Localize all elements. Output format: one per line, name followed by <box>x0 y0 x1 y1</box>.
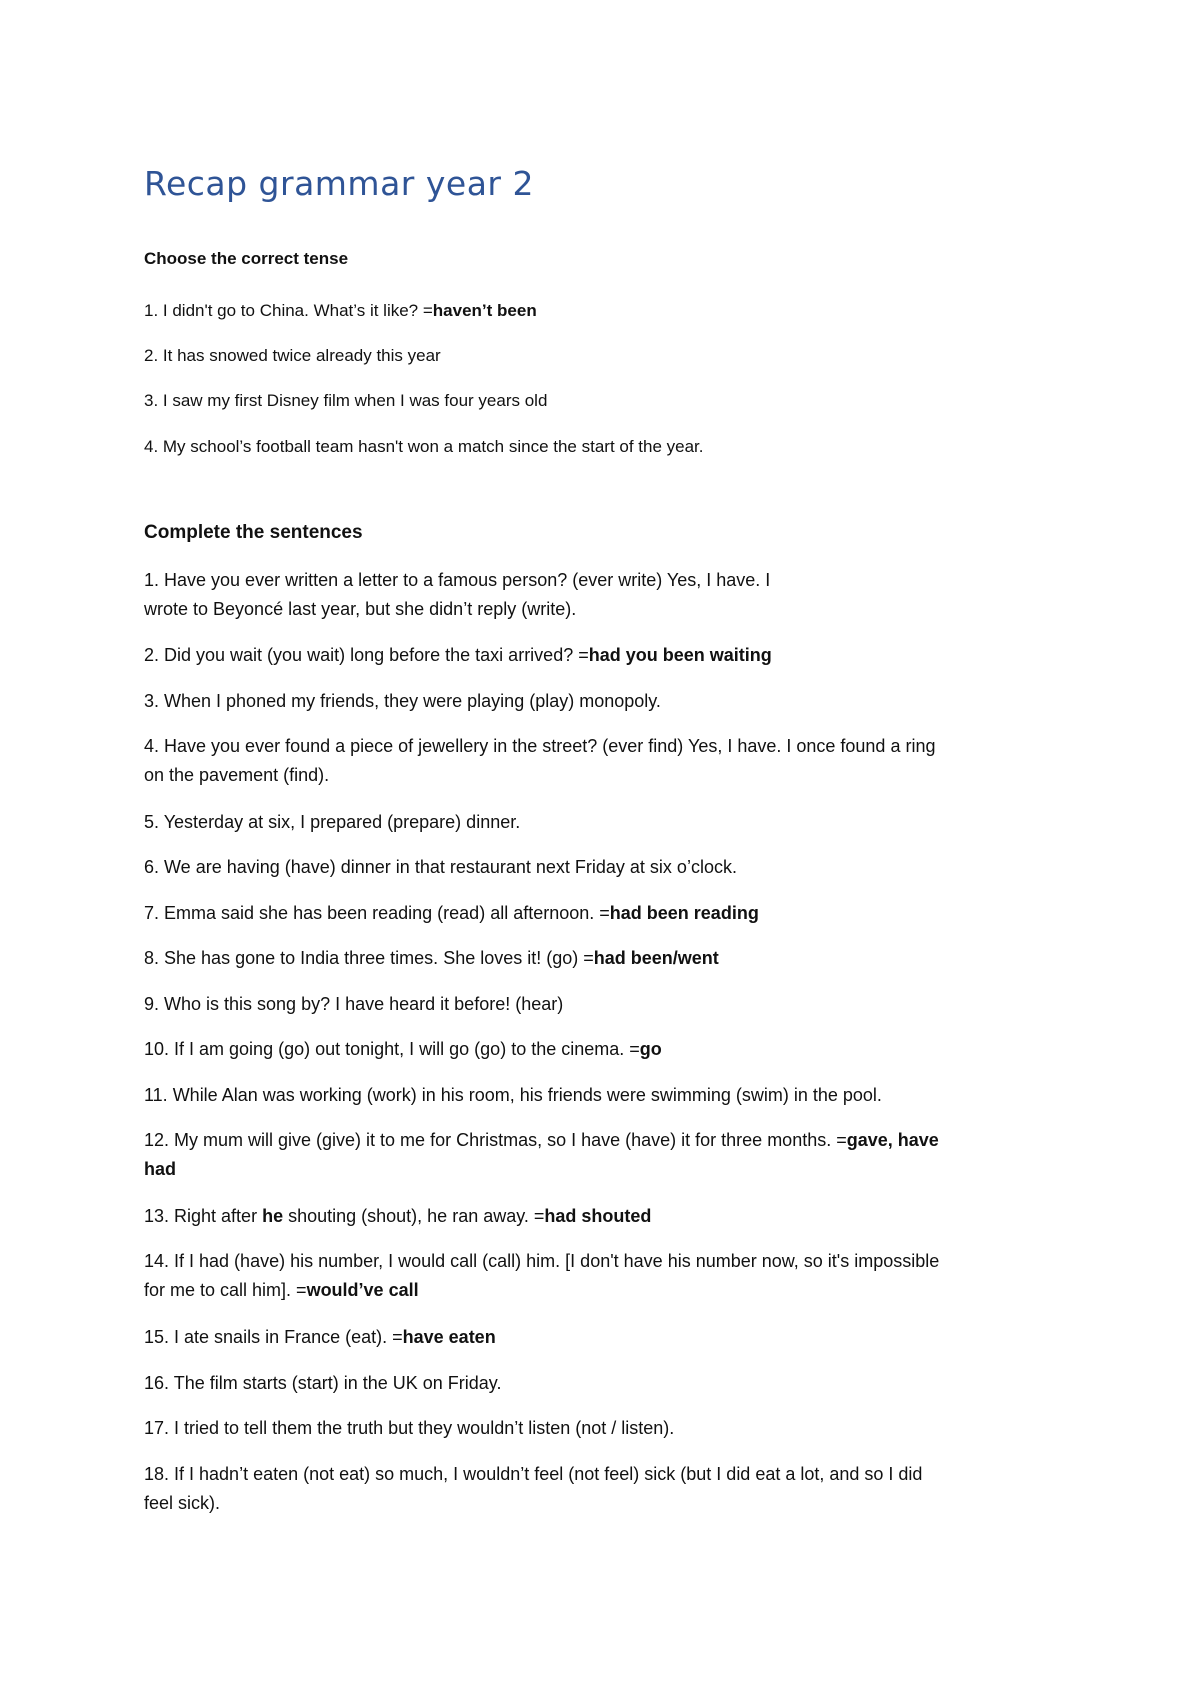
tense-item-2 <box>144 341 1064 370</box>
item-text: 5. Yesterday at six, I prepared (prepare) dinner. <box>144 812 521 832</box>
section-heading-complete-sentences: Complete the sentences <box>144 522 363 543</box>
sentence-item-2 <box>144 641 1064 670</box>
item-text: 8. She has gone to India three times. She loves it! (go) = <box>144 948 594 968</box>
sentence-item-13 <box>144 1202 1064 1231</box>
item-text: 15. I ate snails in France (eat). = <box>144 1327 403 1347</box>
item-text: 12. My mum will give (give) it to me for Christmas, so I have (have) it for three months. = <box>144 1130 847 1150</box>
sentence-item-8 <box>144 944 1064 973</box>
item-text-cont: feel sick). <box>144 1493 221 1513</box>
item-text: 2. Did you wait (you wait) long before the taxi arrived? = <box>144 645 589 665</box>
item-answer: had been reading <box>609 903 759 923</box>
item-text: 4. My school’s football team hasn't won a match since the start of the year. <box>144 437 704 456</box>
item-text-cont: for me to call him]. = <box>144 1280 307 1300</box>
sentence-item-7 <box>144 899 1064 928</box>
item-answer: had you been waiting <box>588 645 772 665</box>
item-answer: have eaten <box>402 1327 496 1347</box>
sentence-item-12 <box>144 1126 1064 1184</box>
item-text: 9. Who is this song by? I have heard it before! (hear) <box>144 994 564 1014</box>
sentence-item-11 <box>144 1081 1064 1110</box>
item-bold-word: he <box>262 1206 284 1226</box>
section-heading-choose-tense: Choose the correct tense <box>144 249 349 268</box>
item-text: 13. Right after <box>144 1206 263 1226</box>
sentence-item-4 <box>144 732 1064 790</box>
page-title: Recap grammar year 2 <box>144 164 534 203</box>
sentence-item-15 <box>144 1323 1064 1352</box>
item-answer: gave, have <box>846 1130 939 1150</box>
sentence-item-9 <box>144 990 1064 1019</box>
tense-item-1 <box>144 296 1064 325</box>
sentence-item-16 <box>144 1369 1064 1398</box>
sentence-item-10 <box>144 1035 1064 1064</box>
sentence-item-18 <box>144 1460 1064 1518</box>
item-text: 3. When I phoned my friends, they were playing (play) monopoly. <box>144 691 661 711</box>
item-text: 1. Have you ever written a letter to a famous person? (ever write) Yes, I have. I <box>144 570 771 590</box>
item-text-cont: on the pavement (find). <box>144 765 330 785</box>
item-text-cont: wrote to Beyoncé last year, but she didn’t reply (write). <box>144 599 577 619</box>
sentence-item-3 <box>144 687 1064 716</box>
item-text: 11. While Alan was working (work) in his room, his friends were swimming (swim) in the pool. <box>144 1085 882 1105</box>
item-text: 14. If I had (have) his number, I would call (call) him. [I don't have his number now, so it's impossible <box>144 1251 940 1271</box>
item-text: 4. Have you ever found a piece of jewellery in the street? (ever find) Yes, I have. I once found a ring <box>144 736 936 756</box>
item-answer: had shouted <box>544 1206 652 1226</box>
item-text: 18. If I hadn’t eaten (not eat) so much, I wouldn’t feel (not feel) sick (but I did eat a lot, and so I did <box>144 1464 923 1484</box>
item-text: 3. I saw my first Disney film when I was four years old <box>144 391 548 410</box>
sentence-item-14 <box>144 1247 1064 1305</box>
tense-item-4 <box>144 432 1064 461</box>
item-text: 1. I didn't go to China. What’s it like? = <box>144 301 433 320</box>
item-text: 2. It has snowed twice already this year <box>144 346 441 365</box>
item-answer: would’ve call <box>306 1280 419 1300</box>
item-text: 7. Emma said she has been reading (read) all afternoon. = <box>144 903 610 923</box>
item-text-cont: shouting (shout), he ran away. = <box>283 1206 545 1226</box>
tense-item-3 <box>144 386 1064 415</box>
item-answer: go <box>639 1039 662 1059</box>
sentence-item-5 <box>144 808 1064 837</box>
sentence-item-1 <box>144 566 1064 624</box>
item-answer-cont: had <box>144 1159 177 1179</box>
sentence-item-6 <box>144 853 1064 882</box>
item-text: 16. The film starts (start) in the UK on Friday. <box>144 1373 502 1393</box>
item-text: 10. If I am going (go) out tonight, I will go (go) to the cinema. = <box>144 1039 640 1059</box>
item-text: 6. We are having (have) dinner in that restaurant next Friday at six o’clock. <box>144 857 737 877</box>
item-text: 17. I tried to tell them the truth but they wouldn’t listen (not / listen). <box>144 1418 675 1438</box>
item-answer: had been/went <box>593 948 719 968</box>
sentence-item-17 <box>144 1414 1064 1443</box>
item-answer: haven’t been <box>432 301 537 320</box>
